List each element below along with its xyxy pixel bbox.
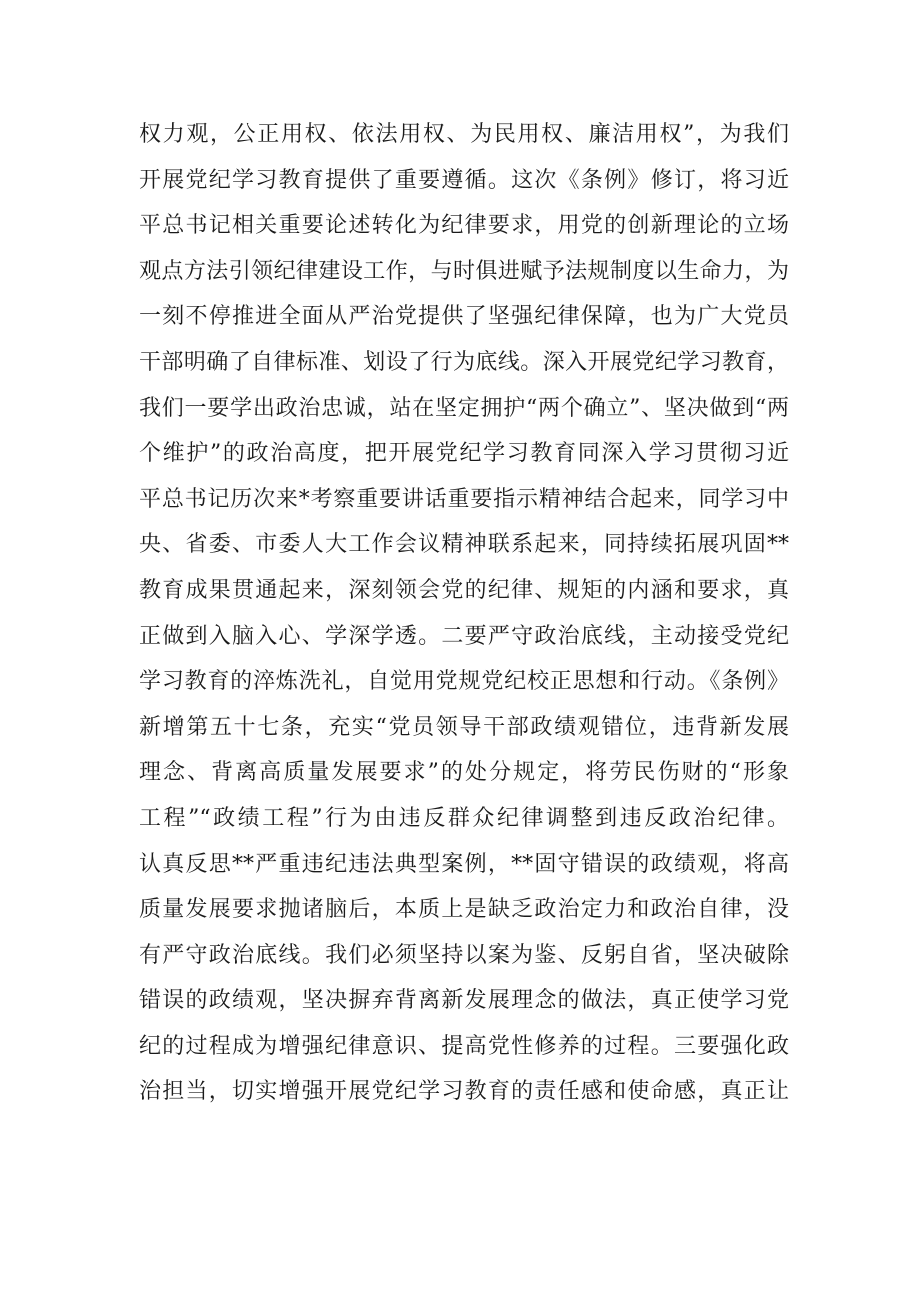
text-line: 平总书记相关重要论述转化为纪律要求，用党的创新理论的立场: [139, 213, 789, 239]
text-line: 认真反思**严重违纪违法典型案例，**固守错误的政绩观，将高: [139, 851, 789, 877]
text-line: 一刻不停推进全面从严治党提供了坚强纪律保障，也为广大党员: [139, 304, 789, 330]
text-line: 工程”“政绩工程”行为由违反群众纪律调整到违反政治纪律。: [139, 805, 789, 831]
text-line: 观点方法引领纪律建设工作，与时俱进赋予法规制度以生命力，为: [139, 258, 789, 284]
text-line: 权力观，公正用权、依法用权、为民用权、廉洁用权”，为我们: [139, 122, 789, 147]
text-line: 我们一要学出政治忠诚，站在坚定拥护“两个确立”、坚决做到“两: [139, 395, 789, 421]
text-line: 平总书记历次来*考察重要讲话重要指示精神结合起来，同学习中: [139, 486, 789, 512]
text-line: 个维护”的政治高度，把开展党纪学习教育同深入学习贯彻习近: [139, 441, 789, 467]
text-line: 有严守政治底线。我们必须坚持以案为鉴、反躬自省，坚决破除: [139, 942, 789, 968]
text-line: 质量发展要求抛诸脑后，本质上是缺乏政治定力和政治自律，没: [139, 897, 789, 923]
text-line: 新增第五十七条，充实“党员领导干部政绩观错位，违背新发展: [139, 714, 789, 740]
text-line: 纪的过程成为增强纪律意识、提高党性修养的过程。三要强化政: [139, 1033, 789, 1059]
text-line: 治担当，切实增强开展党纪学习教育的责任感和使命感，真正让: [139, 1079, 789, 1105]
text-line: 央、省委、市委人大工作会议精神联系起来，同持续拓展巩固**: [139, 532, 789, 558]
text-line: 开展党纪学习教育提供了重要遵循。这次《条例》修订，将习近: [139, 167, 789, 193]
text-line: 正做到入脑入心、学深学透。二要严守政治底线，主动接受党纪: [139, 623, 789, 649]
text-line: 学习教育的淬炼洗礼，自觉用党规党纪校正思想和行动。《条例》: [139, 669, 789, 695]
text-line: 干部明确了自律标准、划设了行为底线。深入开展党纪学习教育，: [139, 349, 789, 375]
text-line: 理念、背离高质量发展要求”的处分规定，将劳民伤财的“形象: [139, 760, 789, 786]
body-text: [139, 112, 789, 1115]
text-line: 教育成果贯通起来，深刻领会党的纪律、规矩的内涵和要求，真: [139, 577, 789, 603]
text-line: 错误的政绩观，坚决摒弃背离新发展理念的做法，真正使学习党: [139, 988, 789, 1014]
